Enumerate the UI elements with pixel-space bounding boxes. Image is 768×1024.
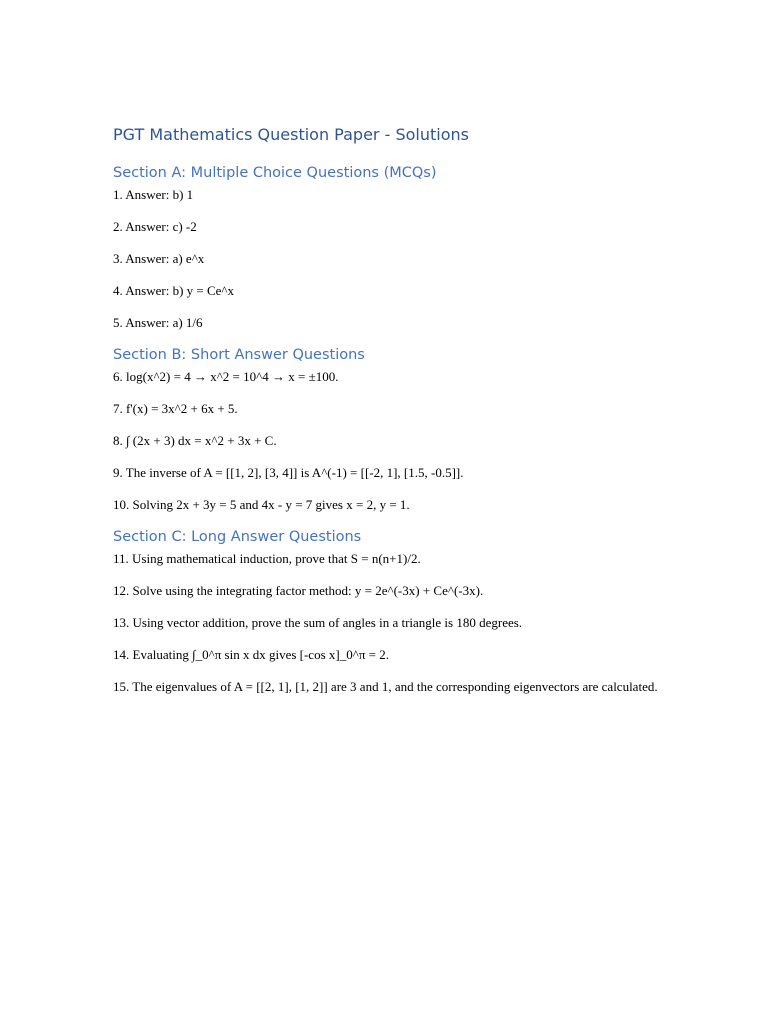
document-content: [113, 124, 658, 709]
answer-item: 11. Using mathematical induction, prove that S = n(n+1)/2.: [113, 551, 421, 566]
section-c: [113, 527, 658, 696]
answer-item: 10. Solving 2x + 3y = 5 and 4x - y = 7 gives x = 2, y = 1.: [113, 497, 410, 512]
answer-item: 2. Answer: c) -2: [113, 219, 197, 234]
answer-item: 3. Answer: a) e^x: [113, 251, 205, 266]
section-a: [113, 163, 658, 332]
answer-item: 5. Answer: a) 1/6: [113, 315, 203, 330]
answer-item: 1. Answer: b) 1: [113, 187, 194, 202]
section-heading: Section A: Multiple Choice Questions (MCQs): [113, 165, 437, 181]
section-heading: Section C: Long Answer Questions: [113, 529, 362, 545]
answer-item: 15. The eigenvalues of A = [[2, 1], [1, 2]] are 3 and 1, and the corresponding eigenvectors are calculated.: [113, 679, 658, 694]
answer-item: 7. f'(x) = 3x^2 + 6x + 5.: [113, 401, 238, 416]
section-heading: Section B: Short Answer Questions: [113, 347, 365, 363]
answer-item: 4. Answer: b) y = Ce^x: [113, 283, 235, 298]
answer-item: 6. log(x^2) = 4 → x^2 = 10^4 → x = ±100.: [113, 369, 339, 384]
answer-item: 13. Using vector addition, prove the sum of angles in a triangle is 180 degrees.: [113, 615, 523, 630]
document-title: PGT Mathematics Question Paper - Solutions: [113, 125, 469, 144]
section-b: [113, 345, 658, 514]
answer-item: 8. ∫ (2x + 3) dx = x^2 + 3x + C.: [113, 433, 277, 448]
answer-item: 12. Solve using the integrating factor method: y = 2e^(-3x) + Ce^(-3x).: [113, 583, 484, 598]
answer-item: 14. Evaluating ∫_0^π sin x dx gives [-cos x]_0^π = 2.: [113, 647, 389, 662]
answer-item: 9. The inverse of A = [[1, 2], [3, 4]] is A^(-1) = [[-2, 1], [1.5, -0.5]].: [113, 465, 464, 480]
